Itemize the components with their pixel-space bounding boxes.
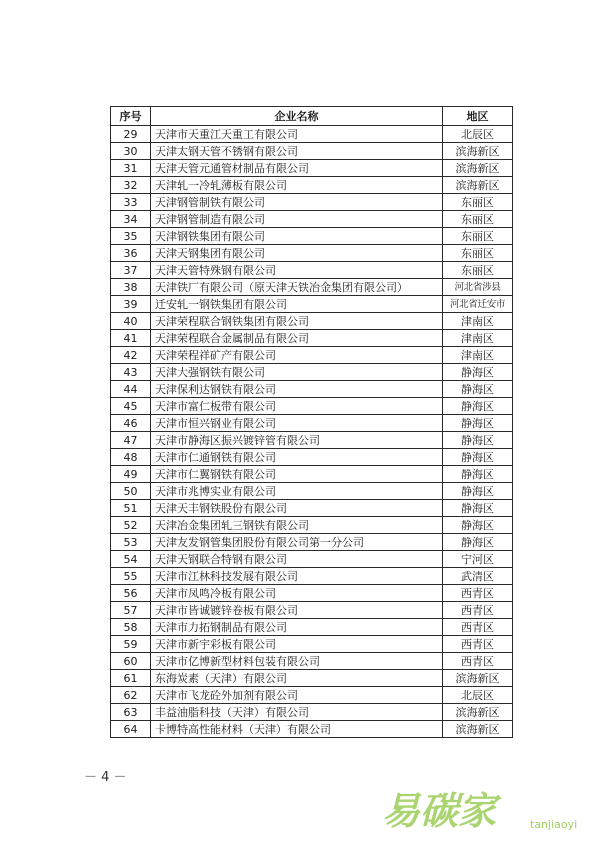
row-index: 56 [111, 585, 151, 602]
row-company-name: 天津荣程祥矿产有限公司 [151, 347, 443, 364]
row-index: 64 [111, 721, 151, 738]
table-row [111, 415, 513, 432]
header-name: 企业名称 [151, 107, 443, 126]
row-region: 津南区 [443, 330, 513, 347]
table-row [111, 279, 513, 296]
row-region: 静海区 [443, 500, 513, 517]
table-row [111, 721, 513, 738]
table-row [111, 313, 513, 330]
page-number: － 4 － [84, 770, 127, 785]
row-company-name: 天津市亿博新型材料包装有限公司 [151, 653, 443, 670]
table-row [111, 347, 513, 364]
row-region: 西青区 [443, 602, 513, 619]
table-row [111, 228, 513, 245]
row-index: 33 [111, 194, 151, 211]
row-index: 50 [111, 483, 151, 500]
table-row [111, 585, 513, 602]
row-company-name: 天津荣程联合金属制品有限公司 [151, 330, 443, 347]
row-region: 静海区 [443, 415, 513, 432]
table-row [111, 568, 513, 585]
table-row [111, 602, 513, 619]
table-row [111, 517, 513, 534]
row-region: 北辰区 [443, 126, 513, 143]
row-index: 38 [111, 279, 151, 296]
row-company-name: 天津市皆诚镀锌卷板有限公司 [151, 602, 443, 619]
table-row [111, 194, 513, 211]
row-region: 武清区 [443, 568, 513, 585]
row-company-name: 天津钢管制造有限公司 [151, 211, 443, 228]
row-company-name: 天津轧一冷轧薄板有限公司 [151, 177, 443, 194]
row-index: 49 [111, 466, 151, 483]
row-index: 63 [111, 704, 151, 721]
header-region: 地区 [443, 107, 513, 126]
row-region: 滨海新区 [443, 160, 513, 177]
row-index: 31 [111, 160, 151, 177]
table-row [111, 704, 513, 721]
table-row [111, 449, 513, 466]
row-company-name: 天津钢管制铁有限公司 [151, 194, 443, 211]
table-row [111, 143, 513, 160]
row-company-name: 天津太钢天管不锈钢有限公司 [151, 143, 443, 160]
row-company-name: 天津天钢联合特钢有限公司 [151, 551, 443, 568]
table-row [111, 500, 513, 517]
row-company-name: 天津保利达钢铁有限公司 [151, 381, 443, 398]
row-index: 59 [111, 636, 151, 653]
row-company-name: 天津荣程联合钢铁集团有限公司 [151, 313, 443, 330]
table-row [111, 534, 513, 551]
table-row [111, 296, 513, 313]
row-region: 宁河区 [443, 551, 513, 568]
row-index: 57 [111, 602, 151, 619]
row-index: 60 [111, 653, 151, 670]
row-index: 52 [111, 517, 151, 534]
row-region: 滨海新区 [443, 704, 513, 721]
row-index: 45 [111, 398, 151, 415]
table-row [111, 177, 513, 194]
row-company-name: 天津天管元通管材制品有限公司 [151, 160, 443, 177]
row-company-name: 天津市江林科技发展有限公司 [151, 568, 443, 585]
table-row [111, 330, 513, 347]
row-company-name: 丰益油脂科技（天津）有限公司 [151, 704, 443, 721]
row-region: 河北省涉县 [443, 279, 513, 296]
row-company-name: 天津市力拓钢制品有限公司 [151, 619, 443, 636]
table-row [111, 398, 513, 415]
table-row [111, 653, 513, 670]
row-index: 40 [111, 313, 151, 330]
row-company-name: 天津天丰钢铁股份有限公司 [151, 500, 443, 517]
row-company-name: 天津市飞龙砼外加剂有限公司 [151, 687, 443, 704]
table-row [111, 636, 513, 653]
enterprise-table [110, 106, 513, 738]
row-index: 34 [111, 211, 151, 228]
table-row [111, 126, 513, 143]
table-row [111, 670, 513, 687]
row-region: 东丽区 [443, 262, 513, 279]
row-index: 53 [111, 534, 151, 551]
row-region: 西青区 [443, 585, 513, 602]
table-row [111, 245, 513, 262]
row-index: 37 [111, 262, 151, 279]
table-row [111, 262, 513, 279]
row-index: 29 [111, 126, 151, 143]
row-index: 32 [111, 177, 151, 194]
row-index: 47 [111, 432, 151, 449]
watermark-text: 易碳家 [382, 789, 497, 833]
row-index: 42 [111, 347, 151, 364]
row-company-name: 天津钢铁集团有限公司 [151, 228, 443, 245]
row-region: 滨海新区 [443, 143, 513, 160]
row-region: 东丽区 [443, 194, 513, 211]
table-header-row [111, 107, 513, 126]
row-region: 北辰区 [443, 687, 513, 704]
table-row [111, 483, 513, 500]
row-index: 62 [111, 687, 151, 704]
row-company-name: 天津市凤鸣冷板有限公司 [151, 585, 443, 602]
row-region: 静海区 [443, 398, 513, 415]
row-index: 36 [111, 245, 151, 262]
row-region: 静海区 [443, 466, 513, 483]
row-index: 39 [111, 296, 151, 313]
row-company-name: 天津市仁翼钢铁有限公司 [151, 466, 443, 483]
row-region: 西青区 [443, 653, 513, 670]
row-region: 静海区 [443, 432, 513, 449]
row-index: 46 [111, 415, 151, 432]
row-index: 43 [111, 364, 151, 381]
row-company-name: 天津友发钢管集团股份有限公司第一分公司 [151, 534, 443, 551]
table-row [111, 381, 513, 398]
table-row [111, 364, 513, 381]
row-index: 30 [111, 143, 151, 160]
row-company-name: 卡博特高性能材料（天津）有限公司 [151, 721, 443, 738]
table-row [111, 432, 513, 449]
row-region: 静海区 [443, 483, 513, 500]
table-row [111, 160, 513, 177]
table-row [111, 211, 513, 228]
table-row [111, 466, 513, 483]
row-company-name: 天津冶金集团轧三钢铁有限公司 [151, 517, 443, 534]
row-company-name: 天津天管特殊钢有限公司 [151, 262, 443, 279]
row-company-name: 迁安轧一钢铁集团有限公司 [151, 296, 443, 313]
row-region: 河北省迁安市 [443, 296, 513, 313]
row-index: 54 [111, 551, 151, 568]
row-region: 静海区 [443, 449, 513, 466]
row-region: 静海区 [443, 364, 513, 381]
row-region: 津南区 [443, 313, 513, 330]
row-index: 48 [111, 449, 151, 466]
row-company-name: 天津市兆博实业有限公司 [151, 483, 443, 500]
watermark-domain: tanjiaoyi [530, 818, 578, 831]
row-company-name: 天津市恒兴钢业有限公司 [151, 415, 443, 432]
row-index: 58 [111, 619, 151, 636]
row-region: 西青区 [443, 619, 513, 636]
row-company-name: 天津天钢集团有限公司 [151, 245, 443, 262]
row-index: 35 [111, 228, 151, 245]
row-region: 滨海新区 [443, 177, 513, 194]
row-region: 东丽区 [443, 211, 513, 228]
row-company-name: 天津市静海区振兴镀锌管有限公司 [151, 432, 443, 449]
row-region: 东丽区 [443, 228, 513, 245]
row-index: 61 [111, 670, 151, 687]
row-company-name: 天津市新宇彩板有限公司 [151, 636, 443, 653]
row-company-name: 东海炭素（天津）有限公司 [151, 670, 443, 687]
row-company-name: 天津市仁通钢铁有限公司 [151, 449, 443, 466]
row-region: 滨海新区 [443, 670, 513, 687]
row-company-name: 天津铁厂有限公司（原天津天铁冶金集团有限公司） [151, 279, 443, 296]
row-region: 东丽区 [443, 245, 513, 262]
table-row [111, 687, 513, 704]
row-region: 静海区 [443, 534, 513, 551]
row-region: 滨海新区 [443, 721, 513, 738]
row-region: 静海区 [443, 381, 513, 398]
row-index: 41 [111, 330, 151, 347]
watermark-logo [382, 778, 592, 842]
row-region: 津南区 [443, 347, 513, 364]
row-company-name: 天津大强钢铁有限公司 [151, 364, 443, 381]
row-index: 51 [111, 500, 151, 517]
table-row [111, 619, 513, 636]
header-index: 序号 [111, 107, 151, 126]
table-body [111, 126, 513, 738]
row-company-name: 天津市天重江天重工有限公司 [151, 126, 443, 143]
row-index: 44 [111, 381, 151, 398]
row-index: 55 [111, 568, 151, 585]
table-row [111, 551, 513, 568]
row-region: 静海区 [443, 517, 513, 534]
row-company-name: 天津市富仁板带有限公司 [151, 398, 443, 415]
row-region: 西青区 [443, 636, 513, 653]
